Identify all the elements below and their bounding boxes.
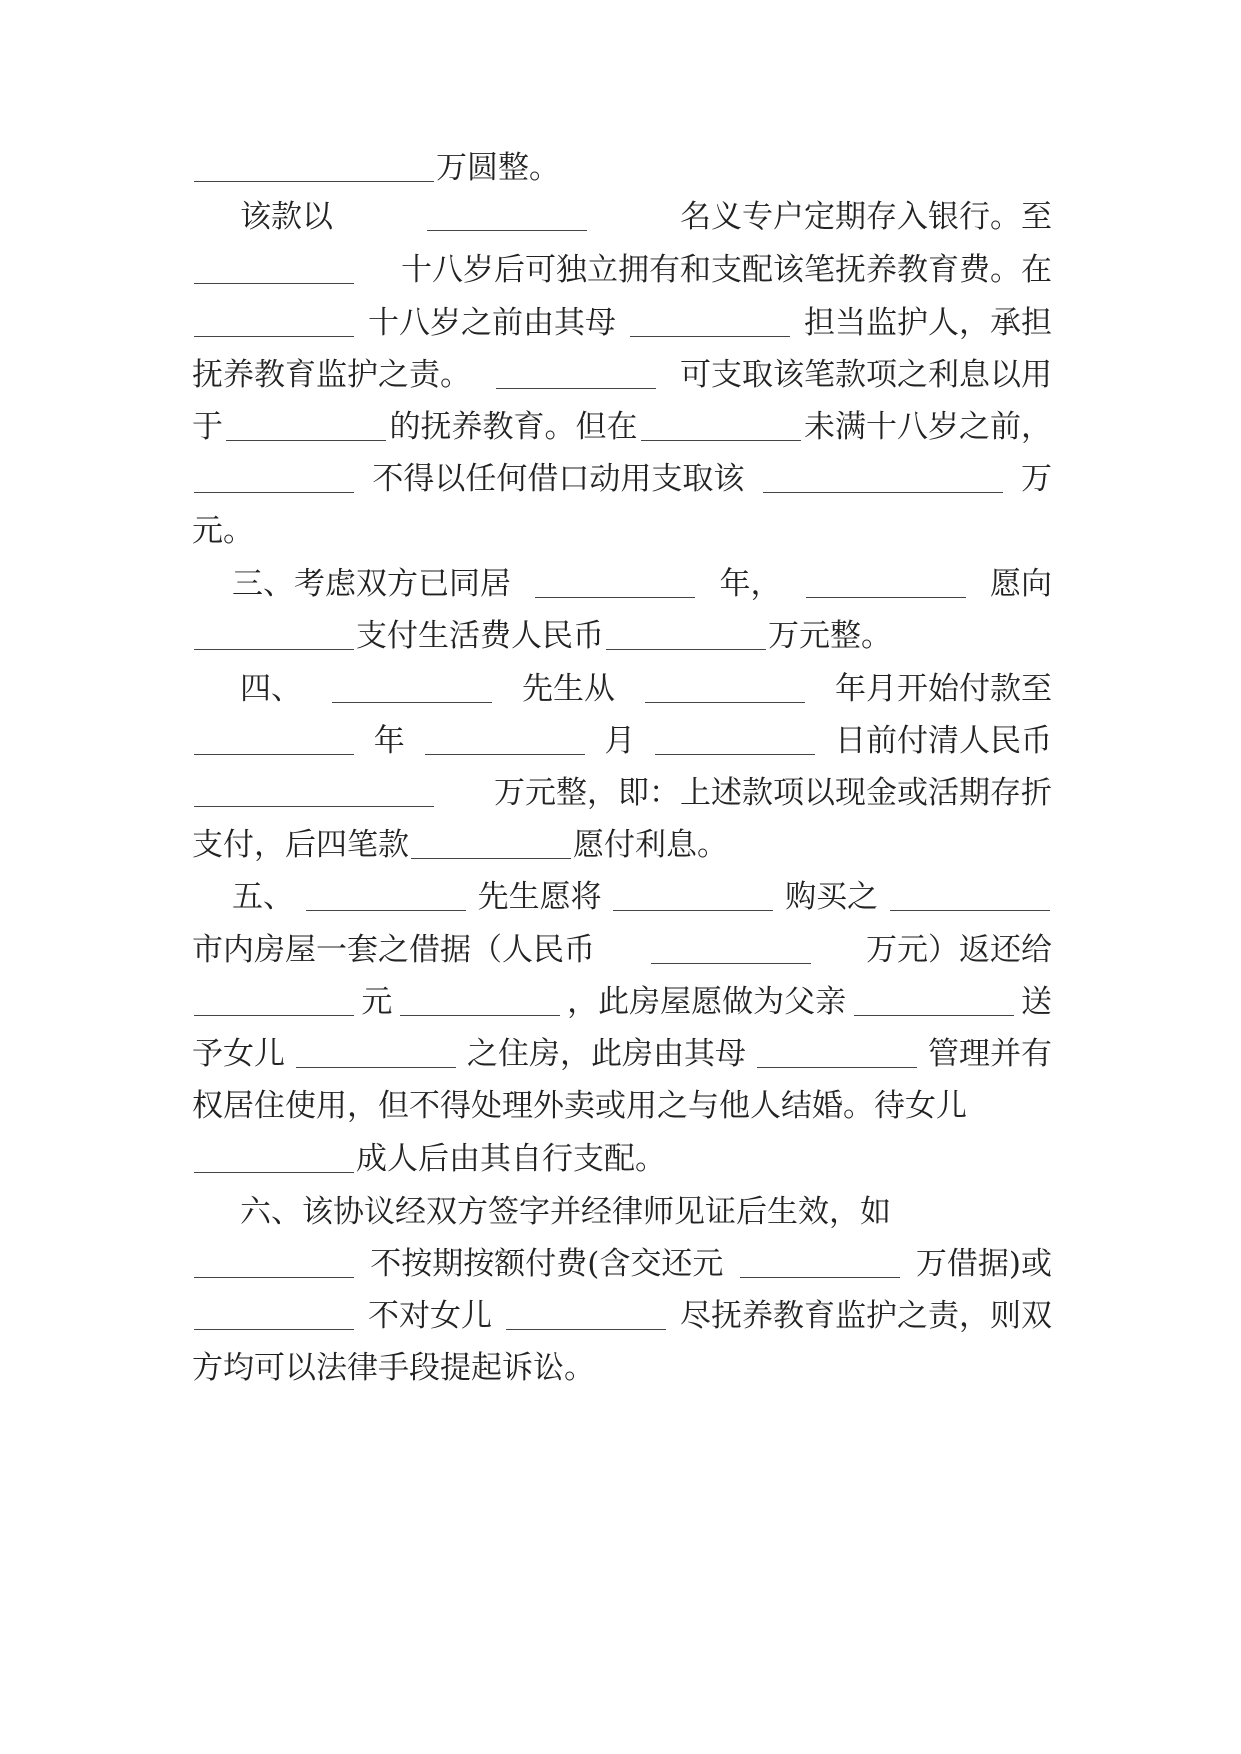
line-text: 可支取该笔款项之利息以用 — [680, 357, 1052, 393]
fill-in-blank — [296, 1037, 456, 1068]
document-line — [192, 356, 1052, 394]
document-line — [192, 722, 1052, 760]
fill-in-blank — [226, 410, 386, 441]
fill-in-blank — [655, 724, 815, 755]
line-text: 管理并有 — [928, 1036, 1052, 1072]
fill-in-blank — [194, 462, 354, 493]
line-text: 市内房屋一套之借据（人民币 — [192, 932, 595, 968]
line-text: 的抚养教育。但在 — [389, 409, 638, 445]
fill-in-blank — [651, 933, 811, 964]
document-line — [240, 198, 1052, 236]
fill-in-blank — [306, 880, 466, 911]
document-line — [192, 1297, 1052, 1335]
line-text: 不对女儿 — [368, 1298, 492, 1334]
fill-in-blank — [194, 985, 354, 1016]
document-line — [192, 1349, 1052, 1387]
fill-in-blank — [763, 462, 1003, 493]
document-line — [192, 617, 1052, 655]
line-text: 方均可以法律手段提起诉讼。 — [192, 1350, 595, 1386]
document-line — [192, 1035, 1052, 1073]
line-text: 万元整。 — [768, 618, 892, 654]
line-text: 六、该协议经双方签字并经律师见证后生效，如 — [240, 1194, 891, 1230]
fill-in-blank — [194, 306, 354, 337]
document-line — [192, 251, 1052, 289]
fill-in-blank — [854, 985, 1014, 1016]
fill-in-blank — [194, 776, 434, 807]
line-text: 日前付清人民币 — [834, 723, 1052, 759]
line-text: 成人后由其自行支配。 — [356, 1141, 666, 1177]
fill-in-blank — [194, 619, 354, 650]
fill-in-blank — [427, 200, 587, 231]
fill-in-blank — [194, 1247, 354, 1278]
line-text: 元。 — [192, 513, 254, 549]
line-text: ，此房屋愿做为父亲 — [567, 984, 847, 1020]
line-text: 月 — [604, 723, 636, 759]
line-text: 名义专户定期存入银行。至 — [680, 199, 1052, 235]
line-text: 愿向 — [990, 566, 1052, 602]
line-text: 万 — [1020, 461, 1052, 497]
line-text: 元 — [361, 984, 393, 1020]
line-text: 送 — [1020, 984, 1052, 1020]
line-text: 予女儿 — [192, 1036, 285, 1072]
fill-in-blank — [194, 253, 354, 284]
line-text: 支付生活费人民币 — [356, 618, 604, 654]
document-line — [192, 460, 1052, 498]
document-line — [192, 826, 1052, 864]
fill-in-blank — [890, 880, 1050, 911]
line-text: 不得以任何借口动用支取该 — [372, 461, 745, 497]
line-text: 权居住使用，但不得处理外卖或用之与他人结婚。待女儿 — [192, 1088, 967, 1124]
line-text: 万元整，即：上述款项以现金或活期存折 — [494, 775, 1052, 811]
line-text: 三、考虑双方已同居 — [232, 566, 511, 602]
line-text: 先生愿将 — [477, 879, 602, 915]
line-text: 十八岁之前由其母 — [368, 305, 616, 341]
fill-in-blank — [332, 672, 492, 703]
document-line — [232, 878, 1052, 916]
line-text: 万圆整。 — [436, 150, 560, 186]
document-line — [192, 304, 1052, 342]
fill-in-blank — [496, 358, 656, 389]
document-line — [240, 1193, 1052, 1231]
fill-in-blank — [806, 567, 966, 598]
document-line — [192, 931, 1052, 969]
line-text: 购买之 — [785, 879, 879, 915]
line-text: 愿付利息。 — [573, 827, 728, 863]
fill-in-blank — [645, 672, 805, 703]
document-line — [192, 149, 1052, 187]
line-text: 年月开始付款至 — [835, 671, 1052, 707]
document-line — [232, 565, 1052, 603]
document-line — [192, 774, 1052, 812]
line-text: 于 — [192, 409, 223, 445]
fill-in-blank — [411, 828, 571, 859]
line-text: 不按期按额付费(含交还元 — [370, 1246, 724, 1282]
line-text: 十八岁后可独立拥有和支配该笔抚养教育费。在 — [401, 252, 1052, 288]
document-line — [192, 408, 1052, 446]
line-text: 年， — [719, 566, 782, 602]
fill-in-blank — [400, 985, 560, 1016]
fill-in-blank — [757, 1037, 917, 1068]
fill-in-blank — [194, 1142, 354, 1173]
fill-in-blank — [641, 410, 801, 441]
document-line — [192, 512, 1052, 550]
document-line — [192, 1140, 1052, 1178]
fill-in-blank — [613, 880, 773, 911]
line-text: 支付，后四笔款 — [192, 827, 409, 863]
line-text: 之住房，此房由其母 — [467, 1036, 746, 1072]
fill-in-blank — [194, 1299, 354, 1330]
fill-in-blank — [740, 1247, 900, 1278]
fill-in-blank — [194, 724, 354, 755]
line-text: 抚养教育监护之责。 — [192, 357, 471, 393]
fill-in-blank — [606, 619, 766, 650]
line-text: 担当监护人，承担 — [804, 305, 1052, 341]
line-text: 年 — [373, 723, 405, 759]
line-text: 该款以 — [240, 199, 333, 235]
document-line — [192, 1245, 1052, 1283]
line-text: 万元）返还给 — [866, 932, 1052, 968]
fill-in-blank — [194, 151, 434, 182]
document-line — [192, 1087, 1052, 1125]
line-text: 尽抚养教育监护之责，则双 — [680, 1298, 1052, 1334]
fill-in-blank — [630, 306, 790, 337]
document-line — [240, 670, 1052, 708]
document-line — [192, 983, 1052, 1021]
fill-in-blank — [506, 1299, 666, 1330]
line-text: 先生从 — [522, 671, 615, 707]
line-text: 五、 — [232, 879, 294, 915]
fill-in-blank — [425, 724, 585, 755]
line-text: 万借据)或 — [915, 1246, 1052, 1282]
fill-in-blank — [535, 567, 695, 598]
line-text: 四、 — [240, 671, 302, 707]
line-text: 未满十八岁之前， — [804, 409, 1052, 445]
